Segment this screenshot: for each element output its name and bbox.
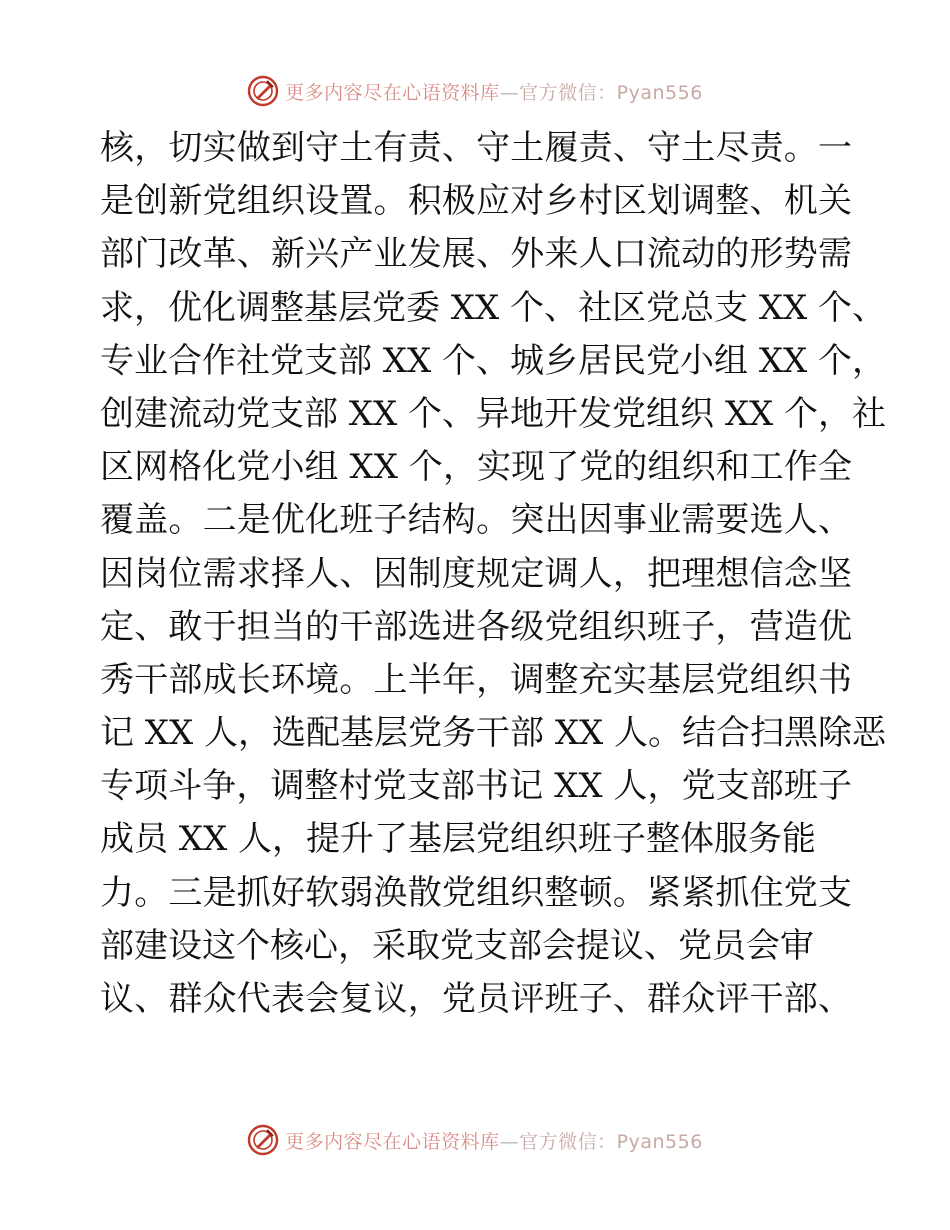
body-line: 议、群众代表会复议，党员评班子、群众评干部、	[100, 979, 852, 1019]
watermark-official: 官方微信：Pyan556	[519, 1130, 703, 1153]
watermark-separator: —	[499, 1130, 520, 1153]
watermark-text	[285, 1127, 703, 1154]
body-line: 记 XX 人，选配基层党务干部 XX 人。结合扫黑除恶	[100, 713, 887, 754]
body-line: 秀干部成长环境。上半年，调整充实基层党组织书	[100, 659, 852, 700]
watermark-text	[285, 78, 703, 105]
body-line: 专项斗争，调整村党支部书记 XX 人，党支部班子	[100, 766, 852, 807]
watermark-official: 官方微信：Pyan556	[519, 81, 703, 104]
body-line: 核，切实做到守土有责、守土履责、守土尽责。一	[100, 128, 852, 168]
watermark-main: 更多内容尽在心语资料库	[285, 1130, 500, 1153]
watermark-separator: —	[499, 81, 520, 104]
body-line: 覆盖。二是优化班子结构。突出因事业需要选人、	[100, 500, 852, 541]
body-line: 创建流动党支部 XX 个、异地开发党组织 XX 个，社	[100, 393, 887, 434]
footer-watermark	[0, 1120, 950, 1160]
brand-logo-icon	[247, 75, 279, 107]
header-watermark	[0, 71, 950, 111]
body-line: 区网格化党小组 XX 个，实现了党的组织和工作全	[100, 447, 852, 488]
body-line: 求，优化调整基层党委 XX 个、社区党总支 XX 个、	[100, 287, 887, 328]
body-line: 因岗位需求择人、因制度规定调人，把理想信念坚	[100, 553, 852, 594]
body-line: 定、敢于担当的干部选进各级党组织班子，营造优	[100, 606, 852, 647]
body-line: 部门改革、新兴产业发展、外来人口流动的形势需	[100, 234, 852, 275]
body-line: 力。三是抓好软弱涣散党组织整顿。紧紧抓住党支	[100, 872, 852, 913]
watermark-main: 更多内容尽在心语资料库	[285, 81, 500, 104]
body-line: 是创新党组织设置。积极应对乡村区划调整、机关	[100, 181, 852, 222]
document-body	[100, 122, 887, 1026]
body-line: 专业合作社党支部 XX 个、城乡居民党小组 XX 个，	[100, 340, 887, 381]
body-line: 成员 XX 人，提升了基层党组织班子整体服务能	[100, 819, 817, 860]
body-line: 部建设这个核心，采取党支部会提议、党员会审	[100, 925, 814, 966]
brand-logo-icon	[247, 1124, 279, 1156]
